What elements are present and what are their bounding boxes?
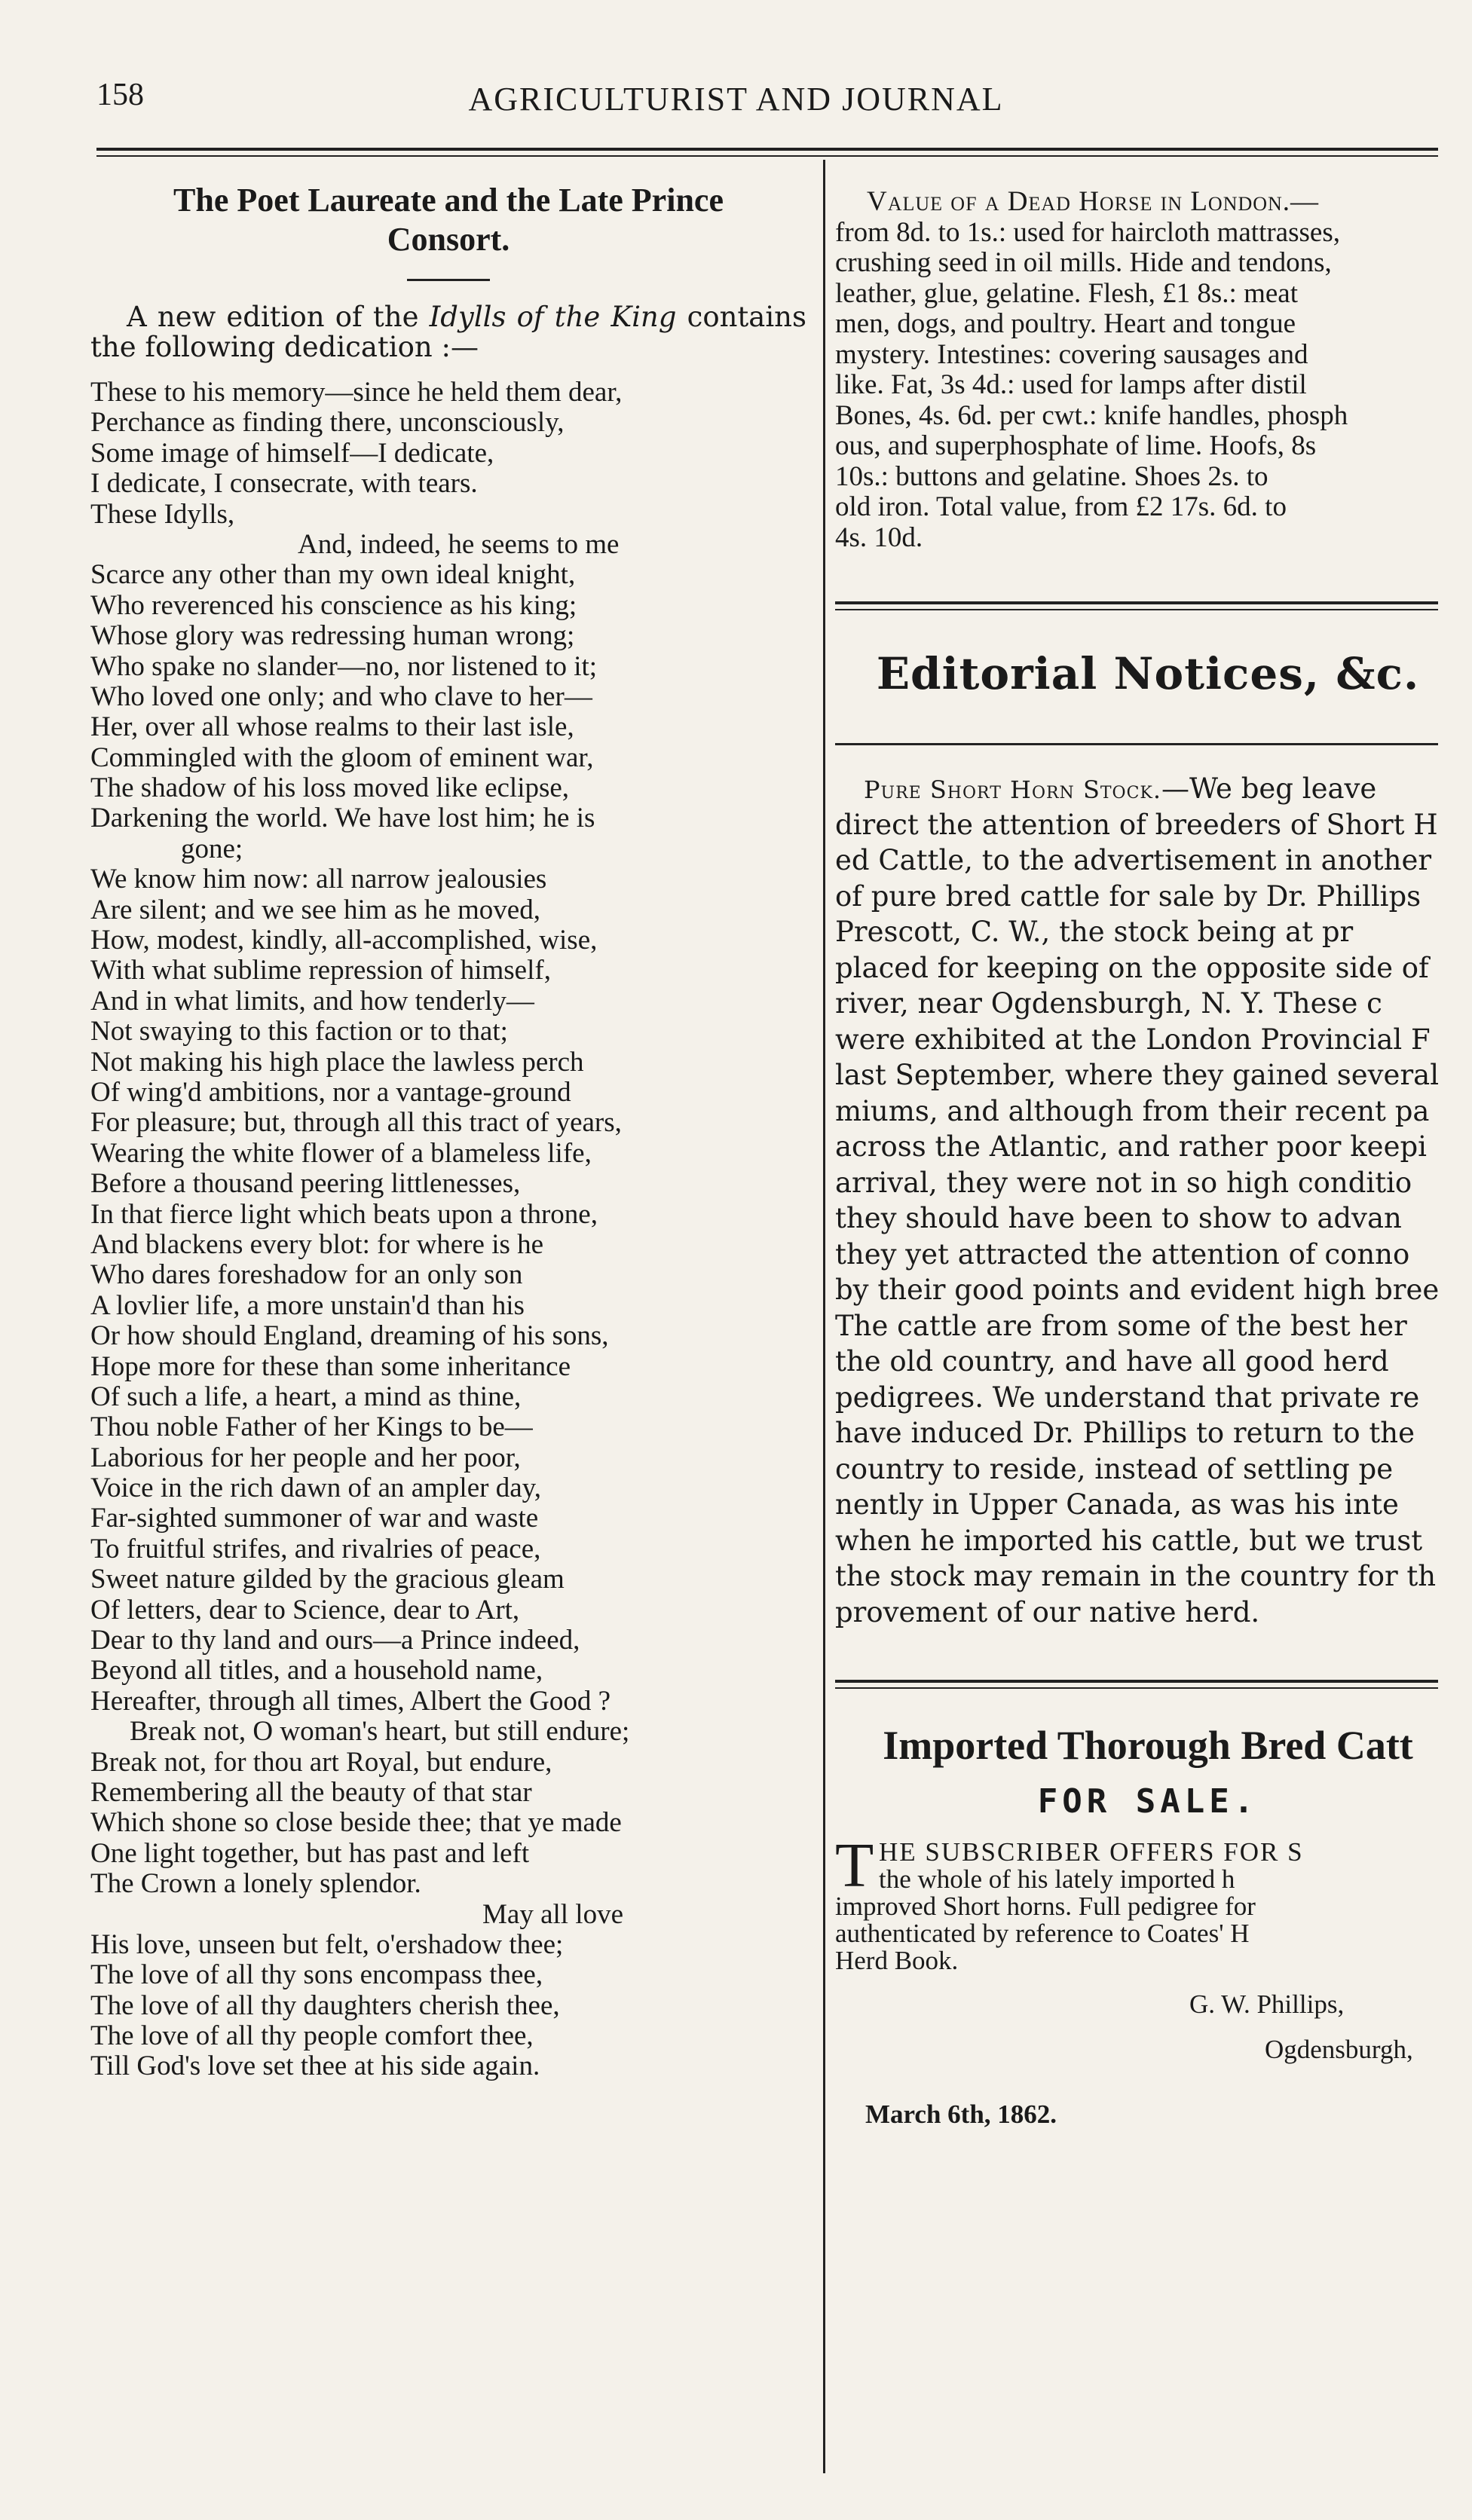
advert-body: T HE SUBSCRIBER OFFERS FOR S the whole of his lately imported h improved Short horns. Full pedigree for authenticated by reference to Coates' H Herd Book.	[835, 1830, 1304, 1975]
advert-signature: G. W. Phillips,	[1189, 1989, 1345, 2019]
notice-line: across the Atlantic, and rather poor keepi	[835, 1130, 1427, 1163]
poem-line: These to his memory—since he held them dear,	[90, 377, 623, 408]
poem-line: His love, unseen but felt, o'ershadow thee;	[90, 1928, 564, 1960]
poem-line: Till God's love set thee at his side again.	[90, 2051, 540, 2082]
advert-heading: Imported Thorough Bred Catt	[883, 1723, 1413, 1768]
column-divider	[823, 160, 825, 2473]
book-title: Idylls of the King	[429, 301, 677, 333]
poem-line: Hereafter, through all times, Albert the Good ?	[90, 1685, 611, 1717]
notice-line: country to reside, instead of settling pe	[835, 1452, 1394, 1485]
poem-line: A lovlier life, a more unstain'd than his	[90, 1289, 525, 1321]
poem-line: Break not, for thou art Royal, but endure,	[90, 1746, 552, 1778]
poem-line: The shadow of his loss moved like eclipse,	[90, 772, 570, 804]
poem-line: Remembering all the beauty of that star	[90, 1776, 532, 1808]
poem-line: Some image of himself—I dedicate,	[90, 437, 494, 469]
page-number: 158	[96, 78, 144, 112]
poem-line: Far-sighted summoner of war and waste	[90, 1503, 539, 1534]
poem-line: These Idylls,	[90, 498, 235, 530]
poem-line: For pleasure; but, through all this tract of years,	[90, 1107, 622, 1139]
notice-line: were exhibited at the London Provincial F	[835, 1023, 1431, 1056]
poem-line: Hope more for these than some inheritance	[90, 1350, 571, 1382]
dead-horse-line: ous, and superphosphate of lime. Hoofs, 8s	[835, 430, 1317, 461]
dead-horse-note	[835, 187, 1461, 553]
notice-line: last September, where they gained several	[835, 1059, 1440, 1091]
poem-line: Are silent; and we see him as he moved,	[90, 894, 540, 925]
poem-line: Of wing'd ambitions, nor a vantage-ground	[90, 1076, 571, 1108]
poem-line: One light together, but has past and left	[90, 1837, 530, 1869]
section-rule-1	[835, 601, 1438, 610]
notice-line: by their good points and evident high bree	[835, 1274, 1440, 1306]
poem-line: Thou noble Father of her Kings to be—	[90, 1411, 533, 1443]
for-sale-heading: FOR SALE.	[1037, 1782, 1259, 1821]
advert-place: Ogdensburgh,	[1265, 2035, 1413, 2064]
poem-line: Who dares foreshadow for an only son	[90, 1259, 523, 1291]
poem-line: Sweet nature gilded by the gracious gleam	[90, 1564, 565, 1595]
notice-line: The cattle are from some of the best her	[835, 1309, 1407, 1342]
dedication-poem	[90, 378, 806, 2082]
poem-line: Who loved one only; and who clave to her—	[90, 680, 592, 712]
article-intro: A new edition of the Idylls of the King contains the following dedication :—	[90, 301, 806, 363]
notice-line: nently in Upper Canada, as was his inte	[835, 1488, 1399, 1521]
poem-line: Of letters, dear to Science, dear to Art,	[90, 1594, 520, 1625]
poem-line: With what sublime repression of himself,	[90, 955, 551, 986]
poem-line: Her, over all whose realms to their last isle,	[90, 711, 574, 743]
notice-line: the stock may remain in the country for th	[835, 1560, 1437, 1592]
poem-line: Not making his high place the lawless perch	[90, 1046, 584, 1078]
poem-line: Or how should England, dreaming of his sons,	[90, 1320, 609, 1352]
poem-line: The love of all thy sons encompass thee,	[90, 1959, 543, 1991]
short-horn-notice: Pure Short Horn Stock.—We beg leave direct the attention of breeders of Short H ed Cattle, to the advertisement in another of pure bred cattle for sale by Dr. Phillips Prescott, C. W., the stock being at pr placed for keeping on the opposite side of river, near Ogdensburgh, N. Y. These c were exhibited at the London Provincial F last September, where they gained several miums, and although from their recent pa across the Atlantic, and rather poor keepi arrival, they were not in so high conditio they should have been to show to advan they yet attracted the attention of conno by their good points and evident high bree The cattle are from some of the best her the old country, and have all good herd pedigrees. We understand that private re have induced Dr. Phillips to return to the country to reside, instead of settling pe nently in Upper Canada, as was his inte when he imported his cattle, but we trust the stock may remain in the country for th provement of our native herd.	[835, 771, 1461, 1630]
poem-line: Who spake no slander—no, nor listened to it;	[90, 650, 598, 682]
poem-line: And, indeed, he seems to me	[298, 528, 620, 560]
poem-line: Dear to thy land and ours—a Prince indeed,	[90, 1625, 580, 1656]
poem-line: Voice in the rich dawn of an ampler day,	[90, 1473, 541, 1504]
poem-line: Commingled with the gloom of eminent war,	[90, 742, 594, 773]
notice-line: have induced Dr. Phillips to return to the	[835, 1417, 1415, 1449]
notice-line: they should have been to show to advan	[835, 1202, 1402, 1234]
poem-line: The love of all thy people comfort thee,	[90, 2020, 534, 2052]
title-rule	[407, 279, 490, 281]
notice-line: of pure bred cattle for sale by Dr. Phillips	[835, 879, 1422, 913]
right-column	[835, 187, 1461, 2130]
dead-horse-line: mystery. Intestines: covering sausages and	[835, 338, 1308, 370]
notice-line: they yet attracted the attention of conno	[835, 1237, 1410, 1271]
poem-line: gone;	[181, 833, 243, 864]
poem-line: Which shone so close beside thee; that ye made	[90, 1807, 622, 1839]
notice-line: direct the attention of breeders of Short H	[835, 808, 1438, 841]
poem-line: Beyond all titles, and a household name,	[90, 1655, 543, 1687]
dead-horse-line: from 8d. to 1s.: used for haircloth mattrasses,	[835, 216, 1340, 248]
poem-line: And blackens every blot: for where is he	[90, 1228, 544, 1260]
drop-cap: T	[835, 1830, 874, 1901]
poem-line: I dedicate, I consecrate, with tears.	[90, 468, 478, 500]
dead-horse-line: men, dogs, and poultry. Heart and tongue	[835, 308, 1296, 339]
article-title-line1: The Poet Laureate and the Late Prince	[173, 182, 724, 219]
poem-line: Of such a life, a heart, a mind as thine,	[90, 1381, 522, 1412]
poem-line: Darkening the world. We have lost him; he is	[90, 803, 595, 834]
poem-line: The love of all thy daughters cherish thee,	[90, 1989, 560, 2021]
poem-line: Scarce any other than my own ideal knight,	[90, 559, 576, 591]
notice-line: when he imported his cattle, but we trust	[835, 1524, 1423, 1557]
notice-heading: Pure Short Horn Stock.	[864, 775, 1162, 804]
poem-line: In that fierce light which beats upon a throne,	[90, 1198, 598, 1230]
poem-line: Before a thousand peering littlenesses,	[90, 1168, 521, 1200]
article-title	[90, 181, 806, 259]
poem-line: And in what limits, and how tenderly—	[90, 985, 534, 1017]
dead-horse-line: like. Fat, 3s 4d.: used for lamps after distil	[835, 369, 1307, 400]
dead-horse-line: Bones, 4s. 6d. per cwt.: knife handles, phosph	[835, 399, 1348, 431]
notice-line: pedigrees. We understand that private re	[835, 1381, 1420, 1414]
notice-line: placed for keeping on the opposite side of	[835, 951, 1429, 984]
dead-horse-line: 4s. 10d.	[835, 521, 923, 553]
advert-date: March 6th, 1862.	[865, 2099, 1057, 2129]
notice-line: ed Cattle, to the advertisement in another	[835, 844, 1432, 876]
poem-line: Not swaying to this faction or to that;	[90, 1016, 508, 1047]
left-column	[90, 181, 806, 2082]
dead-horse-line: crushing seed in oil mills. Hide and tendons,	[835, 247, 1332, 278]
dead-horse-heading: Value of a Dead Horse in London.—	[867, 186, 1320, 217]
article-title-line2: Consort.	[387, 221, 510, 258]
poem-line: The Crown a lonely splendor.	[90, 1868, 421, 1900]
notice-line: arrival, they were not in so high conditio	[835, 1166, 1412, 1199]
poem-line: We know him now: all narrow jealousies	[90, 864, 547, 895]
editorial-rule	[835, 743, 1438, 745]
dead-horse-line: leather, glue, gelatine. Flesh, £1 8s.: meat	[835, 277, 1298, 309]
poem-line: Break not, O woman's heart, but still endure;	[130, 1716, 630, 1748]
notice-line: river, near Ogdensburgh, N. Y. These c	[835, 987, 1382, 1020]
notice-line: provement of our native herd.	[835, 1595, 1260, 1629]
notice-line: the old country, and have all good herd	[835, 1345, 1389, 1378]
poem-line: Wearing the white flower of a blameless life,	[90, 1137, 592, 1169]
dead-horse-line: old iron. Total value, from £2 17s. 6d. to	[835, 491, 1287, 522]
poem-line: Laborious for her people and her poor,	[90, 1442, 521, 1473]
poem-line: Perchance as finding there, unconsciously,	[90, 407, 565, 439]
header-rule-thick	[96, 148, 1438, 151]
running-head: AGRICULTURIST AND JOURNAL	[468, 81, 1004, 118]
poem-line: How, modest, kindly, all-accomplished, wise,	[90, 925, 598, 956]
notice-line: Prescott, C. W., the stock being at pr	[835, 916, 1354, 948]
editorial-heading: Editorial Notices, &c.	[876, 648, 1420, 699]
dead-horse-line: 10s.: buttons and gelatine. Shoes 2s. to	[835, 460, 1268, 492]
poem-line: May all love	[482, 1898, 624, 1930]
notice-line: miums, and although from their recent pa	[835, 1094, 1430, 1127]
header-rule-thin	[96, 155, 1438, 157]
section-rule-2	[835, 1680, 1438, 1689]
poem-line: To fruitful strifes, and rivalries of peace,	[90, 1533, 541, 1564]
poem-line: Who reverenced his conscience as his king;	[90, 589, 577, 621]
poem-line: Whose glory was redressing human wrong;	[90, 620, 575, 652]
